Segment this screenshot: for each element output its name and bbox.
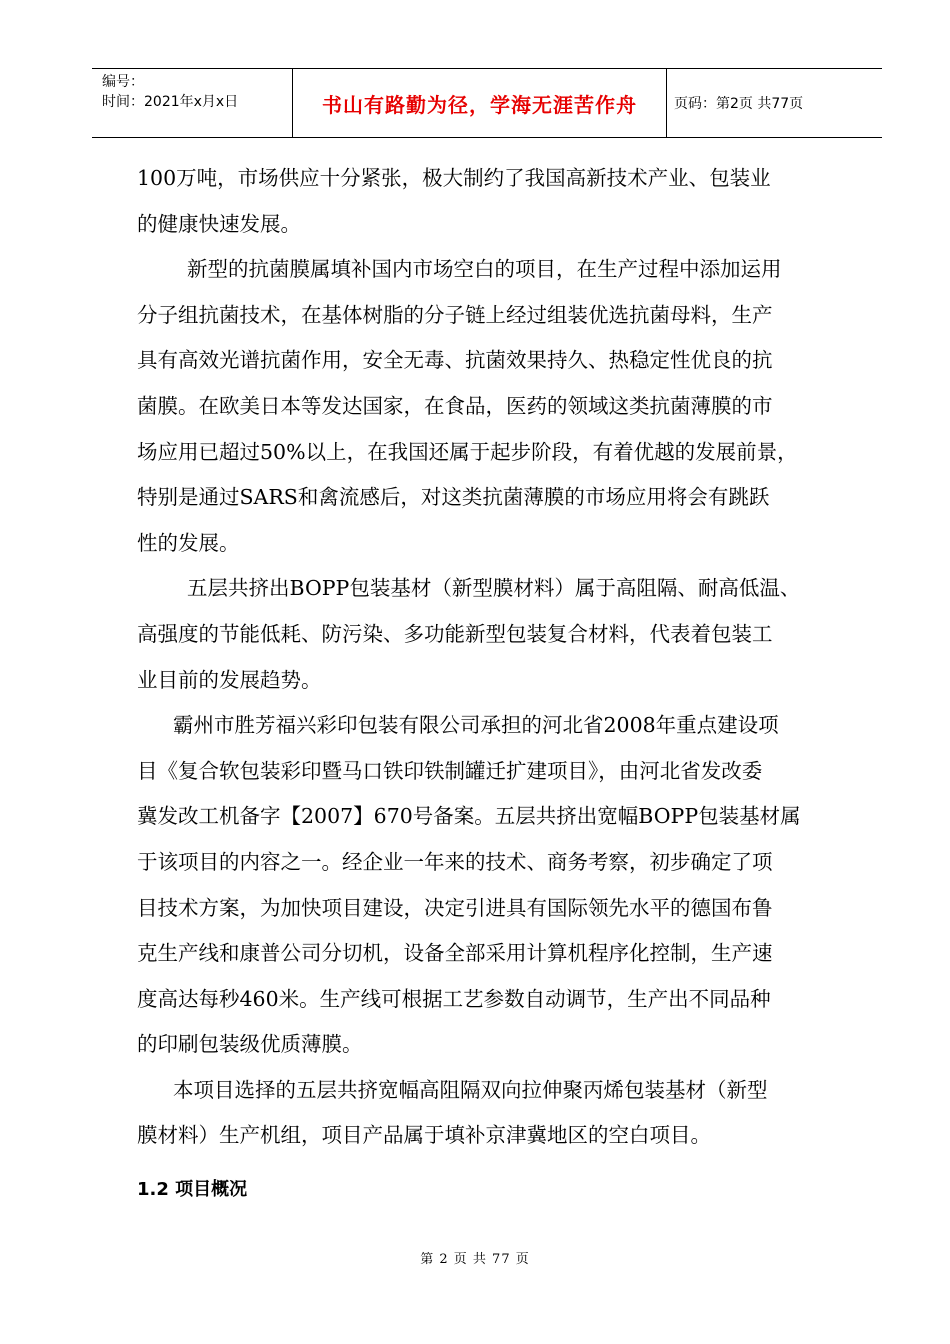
text-line: 冀发改工机备字【2007】670号备案。五层共挤出宽幅BOPP包装基材属 [137,804,801,829]
paragraph [137,566,837,703]
header-page-info-cell [666,69,882,137]
time-label: 时间：2021年x月x日 [102,94,239,110]
text-line: 膜材料）生产机组，项目产品属于填补京津冀地区的空白项目。 [137,1123,711,1148]
header-meta [92,69,292,137]
text-line: 本项目选择的五层共挤宽幅高阻隔双向拉伸聚丙烯包装基材（新型 [173,1077,768,1102]
text-line: 具有高效光谱抗菌作用，安全无毒、抗菌效果持久、热稳定性优良的抗 [137,348,773,373]
text-line: 克生产线和康普公司分切机，设备全部采用计算机程序化控制，生产速 [137,941,773,966]
text-line: 目技术方案，为加快项目建设，决定引进具有国际领先水平的德国布鲁 [137,895,773,920]
text-line: 于该项目的内容之一。经企业一年来的技术、商务考察，初步确定了项 [137,849,773,874]
text-line: 度高达每秒460米。生产线可根据工艺参数自动调节，生产出不同品种 [137,986,771,1011]
text-line: 目《复合软包装彩印暨马口铁印铁制罐迁扩建项目》，由河北省发改委 [137,758,763,783]
text-line: 性的发展。 [137,530,240,555]
text-line: 高强度的节能低耗、防污染、多功能新型包装复合材料，代表着包装工 [137,621,773,646]
text-line: 五层共挤出BOPP包装基材（新型膜材料）属于高阻隔、耐高低温、 [187,576,801,601]
text-line: 的健康快速发展。 [137,211,301,236]
text-line: 特别是通过SARS和禽流感后，对这类抗菌薄膜的市场应用将会有跳跃 [137,485,770,510]
paragraph [137,703,837,1068]
header-motto-cell [292,69,667,137]
text-line: 菌膜。在欧美日本等发达国家，在食品，医药的领域这类抗菌薄膜的市 [137,393,773,418]
text-line: 业目前的发展趋势。 [137,667,322,692]
paragraph [137,247,837,566]
document-body [137,156,837,1159]
text-line: 场应用已超过50%以上，在我国还属于起步阶段，有着优越的发展前景， [137,439,798,464]
page-footer: 第 2 页 共 77 页 [420,1252,530,1267]
text-line: 霸州市胜芳福兴彩印包装有限公司承担的河北省2008年重点建设项 [173,713,779,738]
header-page-info: 页码：第2页 共77页 [674,96,804,112]
text-line: 新型的抗菌膜属填补国内市场空白的项目，在生产过程中添加运用 [187,257,782,282]
text-line: 分子组抗菌技术，在基体树脂的分子链上经过组装优选抗菌母料，生产 [137,302,773,327]
paragraph [137,1068,837,1159]
number-label: 编号： [102,74,144,90]
header-motto: 书山有路勤为径，学海无涯苦作舟 [322,92,637,117]
page-header [92,68,882,138]
section-heading: 1.2 项目概况 [137,1179,248,1200]
text-line: 的印刷包装级优质薄膜。 [137,1032,363,1057]
text-line: 100万吨，市场供应十分紧张，极大制约了我国高新技术产业、包装业 [137,166,771,190]
paragraph [137,156,837,247]
